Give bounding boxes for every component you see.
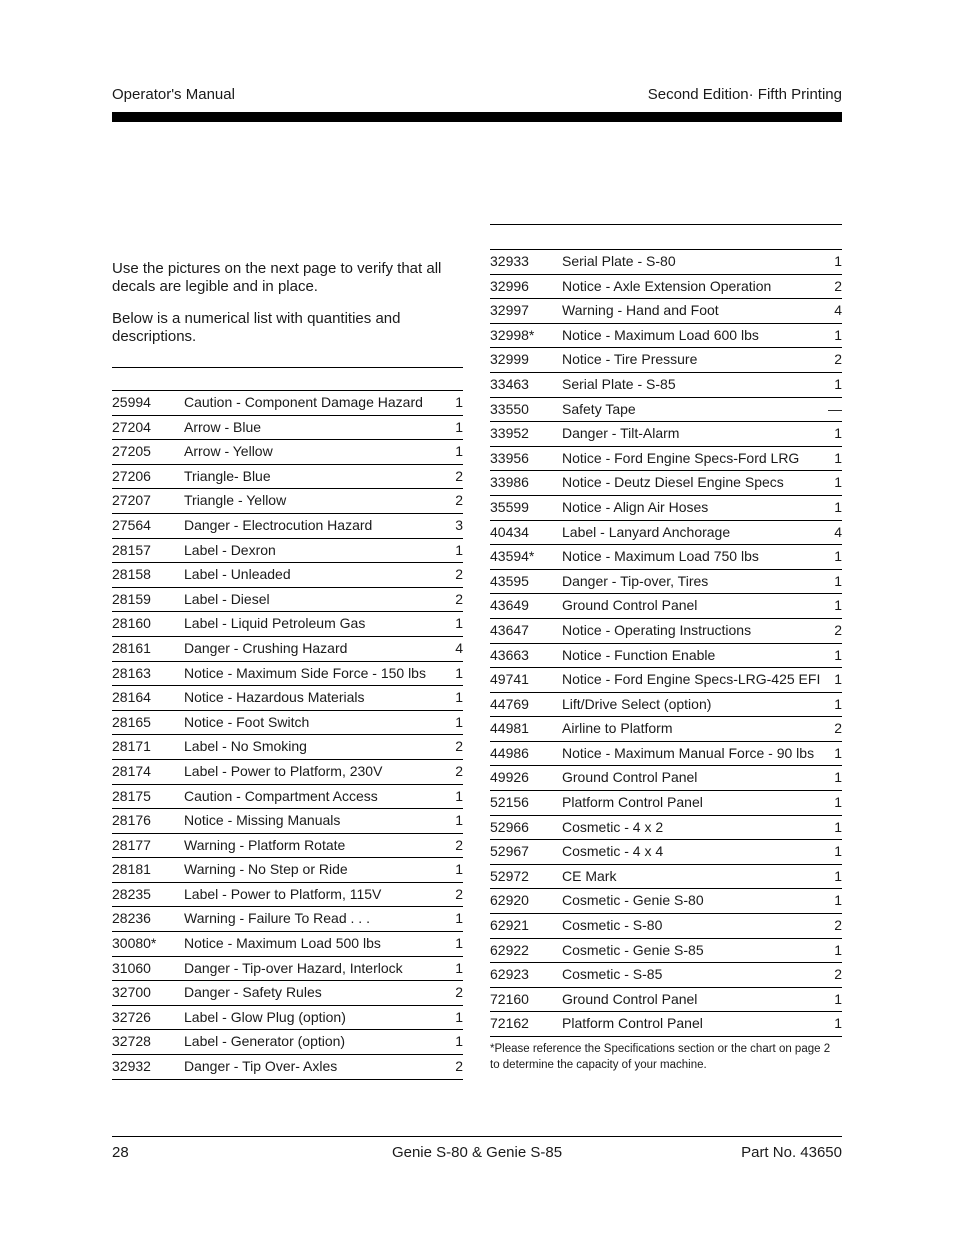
table-row <box>112 637 463 662</box>
decal-quantity: 1 <box>834 498 842 515</box>
decal-description: Danger - Tilt-Alarm <box>562 425 680 442</box>
part-number: 72160 <box>490 990 529 1007</box>
decal-description: Label - Diesel <box>184 590 270 607</box>
part-number: 43647 <box>490 621 529 638</box>
decal-description: Arrow - Blue <box>184 418 262 435</box>
part-number: 28177 <box>112 836 151 853</box>
decal-description: Label - Unleaded <box>184 566 291 583</box>
decal-description: Caution - Component Damage Hazard <box>184 394 423 410</box>
decal-description: Ground Control Panel <box>562 769 698 786</box>
part-number: 32700 <box>112 984 151 1001</box>
decal-description: Notice - Function Enable <box>562 646 716 663</box>
part-number: 28159 <box>112 590 151 607</box>
table-row <box>112 858 463 883</box>
part-number: 32932 <box>112 1058 151 1075</box>
decal-quantity: 1 <box>834 794 842 811</box>
decal-quantity: 1 <box>834 646 842 663</box>
part-number: 28235 <box>112 885 151 902</box>
part-number: 44981 <box>490 720 529 737</box>
decal-description: Ground Control Panel <box>562 597 698 614</box>
decal-quantity: 1 <box>455 394 463 410</box>
decal-description: Notice - Deutz Diesel Engine Specs <box>562 474 784 491</box>
decal-description: Notice - Hazardous Materials <box>184 689 365 706</box>
decal-table-right <box>490 250 842 1037</box>
part-number: 62923 <box>490 966 529 983</box>
part-number: 32998* <box>490 326 535 343</box>
table-row <box>490 840 842 865</box>
decal-description: Notice - Maximum Load 750 lbs <box>562 548 759 565</box>
part-number: 32728 <box>112 1033 151 1050</box>
decal-description: Label - Lanyard Anchorage <box>562 523 731 540</box>
part-number: 28163 <box>112 664 151 681</box>
decal-description: Caution - Compartment Access <box>184 787 378 804</box>
decal-description: Cosmetic - 4 x 2 <box>562 818 664 835</box>
table-row <box>490 250 842 275</box>
part-number: 28157 <box>112 541 151 558</box>
decal-description: Triangle- Blue <box>184 467 271 484</box>
decal-quantity: 2 <box>834 621 842 638</box>
table-row <box>112 416 463 441</box>
decal-quantity: 2 <box>455 492 463 509</box>
decal-description: Cosmetic - S-85 <box>562 966 663 983</box>
decal-quantity: 2 <box>455 590 463 607</box>
table-row <box>490 545 842 570</box>
decal-quantity: 1 <box>834 818 842 835</box>
decal-description: Triangle - Yellow <box>184 492 287 509</box>
part-number: 27205 <box>112 443 151 460</box>
decal-quantity: 1 <box>834 474 842 491</box>
decal-quantity: 1 <box>834 572 842 589</box>
part-number: 62920 <box>490 892 529 909</box>
decal-quantity: 2 <box>455 1058 463 1075</box>
decal-quantity: 2 <box>834 917 842 934</box>
table-row <box>490 742 842 767</box>
table-row <box>490 865 842 890</box>
table-row <box>490 324 842 349</box>
table-row <box>112 760 463 785</box>
decal-description: Lift/Drive Select (option) <box>562 695 712 712</box>
decal-description: Notice - Maximum Load 500 lbs <box>184 935 381 952</box>
table-row <box>490 521 842 546</box>
decal-description: Serial Plate - S-85 <box>562 375 676 392</box>
decal-description: Safety Tape <box>562 400 636 417</box>
table-row <box>112 735 463 760</box>
decal-description: CE Mark <box>562 867 617 884</box>
decal-quantity: 1 <box>455 443 463 460</box>
decal-quantity: 1 <box>834 671 842 688</box>
table-row <box>112 957 463 982</box>
part-number: 52966 <box>490 818 529 835</box>
decal-description: Danger - Tip-over, Tires <box>562 572 709 589</box>
table-row <box>112 809 463 834</box>
table-row <box>112 711 463 736</box>
decal-description: Danger - Electrocution Hazard <box>184 516 373 533</box>
decal-quantity: 1 <box>834 449 842 466</box>
decal-quantity: 1 <box>455 935 463 952</box>
part-number: 32997 <box>490 302 529 319</box>
decal-description: Label - No Smoking <box>184 738 307 755</box>
table-row <box>112 883 463 908</box>
part-number: 32999 <box>490 351 529 368</box>
decal-description: Label - Liquid Petroleum Gas <box>184 615 366 632</box>
decal-quantity: 1 <box>834 744 842 761</box>
table-row <box>490 496 842 521</box>
part-number: 40434 <box>490 523 529 540</box>
decal-quantity: 2 <box>834 966 842 983</box>
table-row <box>490 570 842 595</box>
decal-quantity: 1 <box>455 1033 463 1050</box>
table-row <box>112 440 463 465</box>
table-row <box>112 539 463 564</box>
decal-description: Notice - Tire Pressure <box>562 351 698 368</box>
table-row <box>490 988 842 1013</box>
decal-description: Notice - Operating Instructions <box>562 621 752 638</box>
decal-description: Label - Glow Plug (option) <box>184 1008 346 1025</box>
part-number: 62922 <box>490 941 529 958</box>
decal-quantity: 1 <box>455 541 463 558</box>
table-row <box>112 1006 463 1031</box>
decal-quantity: 2 <box>455 984 463 1001</box>
part-number: 33550 <box>490 400 529 417</box>
header-edition: Second Edition· Fifth Printing <box>647 86 842 103</box>
decal-quantity: 1 <box>834 375 842 392</box>
table-row <box>490 1012 842 1037</box>
footnote: *Please reference the Specifications section or the chart on page 2 to determine the capacity of your machine. <box>490 1043 831 1071</box>
decal-quantity: 1 <box>455 812 463 829</box>
decal-description: Serial Plate - S-80 <box>562 253 676 269</box>
decal-quantity: 2 <box>455 467 463 484</box>
table-row <box>490 816 842 841</box>
decal-description: Notice - Maximum Side Force - 150 lbs <box>184 664 426 681</box>
decal-quantity: 3 <box>455 516 463 533</box>
decal-description: Ground Control Panel <box>562 990 698 1007</box>
header-bar <box>112 112 842 122</box>
decal-quantity: 2 <box>455 566 463 583</box>
decal-quantity: 2 <box>455 762 463 779</box>
table-row <box>490 791 842 816</box>
part-number: 28164 <box>112 689 151 706</box>
decal-quantity: 1 <box>834 892 842 909</box>
part-number: 27206 <box>112 467 151 484</box>
part-number: 43595 <box>490 572 529 589</box>
decal-quantity: 1 <box>834 326 842 343</box>
part-number: 43594* <box>490 548 535 565</box>
part-number: 35599 <box>490 498 529 515</box>
decal-description: Cosmetic - 4 x 4 <box>562 843 664 860</box>
table-row <box>490 644 842 669</box>
table-row <box>112 907 463 932</box>
table-row <box>490 422 842 447</box>
decal-description: Notice - Foot Switch <box>184 713 310 730</box>
part-number: 32726 <box>112 1008 151 1025</box>
decal-description: Danger - Tip-over Hazard, Interlock <box>184 959 403 976</box>
decal-description: Warning - Hand and Foot <box>562 302 719 319</box>
table-row <box>112 981 463 1006</box>
decal-description: Danger - Safety Rules <box>184 984 322 1001</box>
part-number: 52972 <box>490 867 529 884</box>
table-row <box>490 398 842 423</box>
part-number: 72162 <box>490 1015 529 1032</box>
part-number: 44769 <box>490 695 529 712</box>
table-row <box>490 914 842 939</box>
part-number: 32933 <box>490 253 529 269</box>
decal-quantity: 1 <box>455 418 463 435</box>
decal-quantity: 1 <box>834 425 842 442</box>
decal-description: Cosmetic - Genie S-85 <box>562 941 704 958</box>
part-number: 28175 <box>112 787 151 804</box>
part-number: 33986 <box>490 474 529 491</box>
decal-quantity: — <box>828 400 842 417</box>
decal-quantity: 1 <box>455 664 463 681</box>
decal-description: Warning - Failure To Read . . . <box>184 910 370 927</box>
decal-quantity: 1 <box>834 769 842 786</box>
part-number: 28160 <box>112 615 151 632</box>
intro-paragraph-1: Use the pictures on the next page to verify that all decals are legible and in place. <box>112 260 442 295</box>
table-row <box>490 939 842 964</box>
decal-quantity: 4 <box>834 302 842 319</box>
decal-quantity: 1 <box>455 787 463 804</box>
decal-quantity: 2 <box>455 836 463 853</box>
decal-table-left <box>112 391 463 1080</box>
decal-quantity: 2 <box>834 277 842 294</box>
decal-quantity: 1 <box>834 253 842 269</box>
part-number: 27564 <box>112 516 151 533</box>
part-number: 52156 <box>490 794 529 811</box>
decal-quantity: 1 <box>455 615 463 632</box>
table-row <box>490 348 842 373</box>
part-number: 28161 <box>112 639 151 656</box>
part-number: 28236 <box>112 910 151 927</box>
table-row <box>112 465 463 490</box>
table-row <box>490 447 842 472</box>
table-row <box>490 717 842 742</box>
decal-quantity: 2 <box>834 351 842 368</box>
table-row <box>112 662 463 687</box>
part-number: 27204 <box>112 418 151 435</box>
table-row <box>112 391 463 416</box>
decal-description: Notice - Maximum Manual Force - 90 lbs <box>562 744 815 761</box>
table-row <box>490 766 842 791</box>
decal-description: Notice - Ford Engine Specs-Ford LRG <box>562 449 800 466</box>
part-number: 28165 <box>112 713 151 730</box>
table-row <box>490 594 842 619</box>
table-row <box>112 686 463 711</box>
decal-description: Label - Power to Platform, 115V <box>184 885 382 902</box>
decal-quantity: 1 <box>834 867 842 884</box>
table-row <box>112 834 463 859</box>
decal-quantity: 1 <box>455 1008 463 1025</box>
decal-description: Notice - Missing Manuals <box>184 812 341 829</box>
table-row <box>112 612 463 637</box>
part-number: 62921 <box>490 917 529 934</box>
decal-quantity: 4 <box>455 639 463 656</box>
decal-description: Arrow - Yellow <box>184 443 273 460</box>
part-number: 33463 <box>490 375 529 392</box>
left-table-top-rule <box>112 367 463 368</box>
part-number: 33952 <box>490 425 529 442</box>
decal-description: Platform Control Panel <box>562 794 703 811</box>
table-row <box>490 889 842 914</box>
right-table-top-rule <box>490 224 842 225</box>
decal-description: Notice - Ford Engine Specs-LRG-425 EFI <box>562 671 821 688</box>
decal-description: Warning - No Step or Ride <box>184 861 348 878</box>
table-row <box>112 1055 463 1080</box>
decal-quantity: 2 <box>455 738 463 755</box>
decal-quantity: 1 <box>455 861 463 878</box>
decal-description: Danger - Tip Over- Axles <box>184 1058 338 1075</box>
decal-quantity: 4 <box>834 523 842 540</box>
decal-quantity: 1 <box>834 843 842 860</box>
decal-description: Label - Power to Platform, 230V <box>184 762 383 779</box>
part-number: 43649 <box>490 597 529 614</box>
decal-description: Notice - Maximum Load 600 lbs <box>562 326 759 343</box>
part-number: 49926 <box>490 769 529 786</box>
table-row <box>112 489 463 514</box>
part-number: 44986 <box>490 744 529 761</box>
part-number: 43663 <box>490 646 529 663</box>
table-row <box>112 588 463 613</box>
decal-description: Cosmetic - Genie S-80 <box>562 892 704 909</box>
part-number: 27207 <box>112 492 151 509</box>
decal-description: Platform Control Panel <box>562 1015 703 1032</box>
part-number: 28158 <box>112 566 151 583</box>
header-manual-title: Operator's Manual <box>112 86 235 103</box>
decal-quantity: 1 <box>834 548 842 565</box>
table-row <box>112 1030 463 1055</box>
part-number: 28174 <box>112 762 151 779</box>
table-row <box>112 563 463 588</box>
decal-quantity: 1 <box>455 689 463 706</box>
part-number: 28176 <box>112 812 151 829</box>
part-number: 49741 <box>490 671 529 688</box>
table-row <box>112 932 463 957</box>
part-number: 52967 <box>490 843 529 860</box>
decal-quantity: 1 <box>834 941 842 958</box>
decal-description: Warning - Platform Rotate <box>184 836 346 853</box>
decal-quantity: 2 <box>834 720 842 737</box>
decal-quantity: 1 <box>455 713 463 730</box>
decal-quantity: 1 <box>834 990 842 1007</box>
table-row <box>112 785 463 810</box>
table-row <box>490 963 842 988</box>
intro-paragraph-2: Below is a numerical list with quantities and descriptions. <box>112 310 401 345</box>
decal-quantity: 1 <box>455 910 463 927</box>
decal-quantity: 2 <box>455 885 463 902</box>
decal-description: Danger - Crushing Hazard <box>184 639 348 656</box>
footer-model: Genie S-80 & Genie S-85 <box>391 1144 563 1161</box>
table-row <box>490 471 842 496</box>
decal-quantity: 1 <box>834 597 842 614</box>
part-number: 25994 <box>112 394 151 410</box>
table-row <box>490 299 842 324</box>
part-number: 28181 <box>112 861 151 878</box>
table-row <box>112 514 463 539</box>
decal-description: Label - Generator (option) <box>184 1033 346 1050</box>
decal-description: Notice - Axle Extension Operation <box>562 277 772 294</box>
footer-part-number: Part No. 43650 <box>741 1144 842 1161</box>
part-number: 31060 <box>112 959 151 976</box>
decal-quantity: 1 <box>834 1015 842 1032</box>
table-row <box>490 619 842 644</box>
decal-quantity: 1 <box>834 695 842 712</box>
decal-description: Label - Dexron <box>184 541 276 558</box>
table-row <box>490 668 842 693</box>
part-number: 30080* <box>112 935 157 952</box>
table-row <box>490 373 842 398</box>
part-number: 28171 <box>112 738 151 755</box>
part-number: 32996 <box>490 277 529 294</box>
decal-description: Notice - Align Air Hoses <box>562 498 709 515</box>
decal-description: Airline to Platform <box>562 720 673 737</box>
decal-quantity: 1 <box>455 959 463 976</box>
table-row <box>490 275 842 300</box>
footer-rule <box>112 1136 842 1137</box>
part-number: 33956 <box>490 449 529 466</box>
decal-description: Cosmetic - S-80 <box>562 917 663 934</box>
page-number: 28 <box>112 1144 129 1161</box>
table-row <box>490 693 842 718</box>
